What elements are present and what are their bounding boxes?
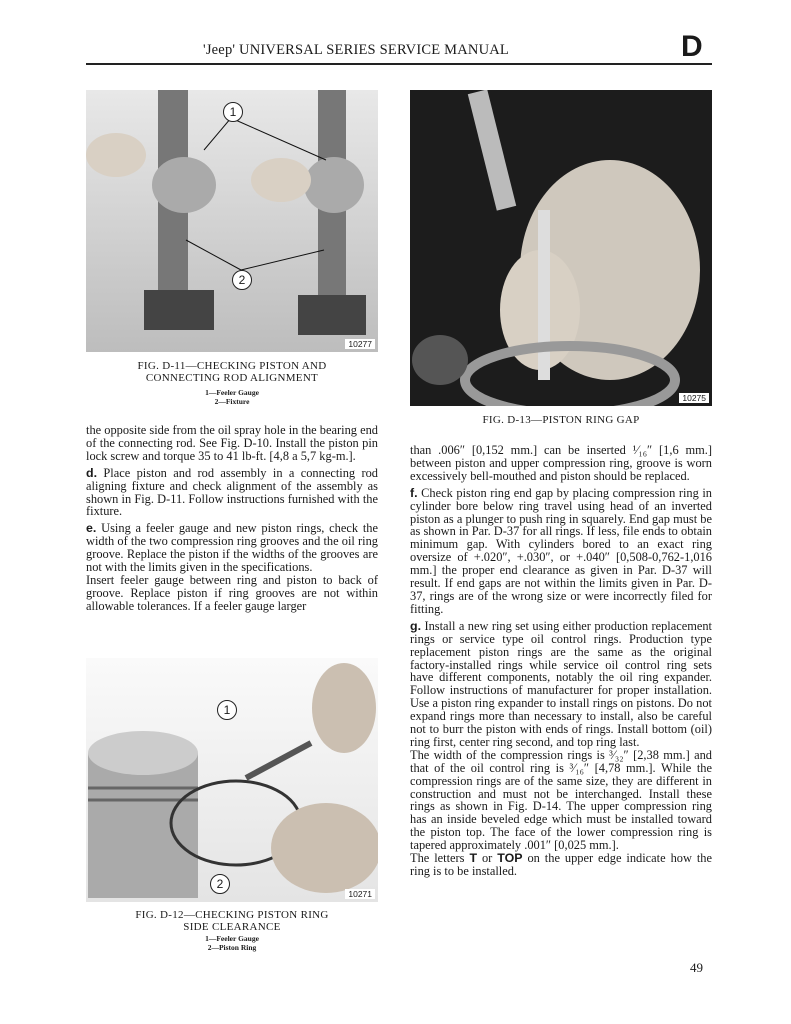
photo-d11 xyxy=(86,90,378,352)
figure-caption-d13: FIG. D-13—PISTON RING GAP xyxy=(482,414,640,426)
photo-d12 xyxy=(86,658,378,902)
caption-line: FIG. D-12—CHECKING PISTON RING xyxy=(135,909,329,921)
photo-d13 xyxy=(410,90,712,406)
header-rule xyxy=(86,63,712,65)
callout-2: 2 xyxy=(232,270,252,290)
caption-line: CONNECTING ROD ALIGNMENT xyxy=(145,372,319,384)
caption-line: FIG. D-11—CHECKING PISTON AND xyxy=(137,360,327,372)
running-header: 'Jeep' UNIVERSAL SERIES SERVICE MANUAL xyxy=(203,42,509,58)
paragraph-d xyxy=(86,467,378,519)
legend-item: 1—Feeler Gauge xyxy=(205,934,259,943)
legend-item: 1—Feeler Gauge xyxy=(205,388,259,397)
callout-1: 1 xyxy=(217,700,237,720)
photo-d11-illustration xyxy=(86,90,378,352)
paragraph: The width of the compression rings is ³⁄₃₂″ [2,38 mm.] and that of the oil control ring is ³⁄₁₆″ [4,78 mm.]. While the compression rings are of the same size, they are different in construction and must not be interchanged. Install these rings as shown in Fig. D-14. The upper compression ring has an inside beveled edge which must be installed toward the piston top. The face of the lower compression ring is tapered approximately .001″ [0,025 mm.]. xyxy=(410,747,712,853)
step-text: Install a new ring set using either production replacement rings or service type oil control rings. Production type replacement piston rings are the same as the original factory-installed rings while service oil control ring sets have different components, notably the oil ring expander. Follow instructions of manufacturer for proper installation. Use a piston ring expander to install rings on pistons. Do not expand rings more than necessary to install, also be careful not to burr the piston with ends of rings. Install bottom (oil) ring first, center ring second, and top ring last. xyxy=(410,618,712,749)
step-label: e. xyxy=(86,521,97,536)
letter-t: T xyxy=(469,851,478,866)
photo-number: 10275 xyxy=(679,393,709,403)
figure-legend-d11 xyxy=(86,389,378,406)
paragraph: Insert feeler gauge between ring and piston to back of groove. Replace piston if ring grooves are not within allowable tolerances. If a feeler gauge larger xyxy=(86,572,378,613)
text: on the upper edge indicate how the ring is to be installed. xyxy=(410,851,712,878)
step-label: d. xyxy=(86,465,98,480)
photo-d13-illustration xyxy=(410,90,712,406)
paragraph: than .006″ [0,152 mm.] can be inserted ¹⁄₁₆″ [1,6 mm.] between piston and upper compression ring, groove is worn excessively bell-mouthed and piston should be replaced. xyxy=(410,443,712,483)
photo-d12-illustration xyxy=(86,658,378,902)
section-letter: D xyxy=(681,30,703,63)
paragraph: the opposite side from the oil spray hole in the bearing end of the connecting rod. See Fig. D-10. Install the piston pin lock screw and torque 35 to 41 lb-ft. [4,8 a 5,7 kg-m.]. xyxy=(86,423,378,463)
legend-item: 2—Fixture xyxy=(214,396,250,406)
paragraph-g xyxy=(410,620,712,749)
step-text: Place piston and rod assembly in a connecting rod aligning fixture and check alignment of the assembly as shown in Fig. D-11. Follow instructions furnished with the fixture. xyxy=(86,465,378,519)
caption-line: SIDE CLEARANCE xyxy=(183,921,281,933)
photo-number: 10271 xyxy=(345,889,375,899)
figure-legend-d12 xyxy=(86,935,378,952)
callout-1: 1 xyxy=(223,102,243,122)
text: The letters xyxy=(410,851,470,866)
step-text: Check piston ring end gap by placing compression ring in cylinder bore below ring travel using head of an inverted piston as a plunger to push ring in squarely. End gap must be as shown in Par. D-37 for all rings. If less, file ends to obtain minimum gap. With cylinders bored to an exact ring oversize of +.020″, +.030″, or +.040″ [0,508-0,762-1,016 mm.] the proper end clearance as given in Par. D-37 will result. If end gaps are not within the limits given in Par. D-37, rings are of the wrong size or were incorrectly filed for fitting. xyxy=(410,485,713,616)
step-text: Using a feeler gauge and new piston rings, check the width of the two compression ring grooves and the oil ring groove. Replace the piston if the widths of the grooves are not with the limits given in the specifications. xyxy=(86,521,378,575)
left-column-text xyxy=(86,424,378,617)
photo-number: 10277 xyxy=(345,339,375,349)
figure-caption-d11 xyxy=(86,360,378,384)
figure-caption-d12 xyxy=(86,909,378,933)
callout-2: 2 xyxy=(210,874,230,894)
step-label: g. xyxy=(410,618,422,633)
right-column-text xyxy=(410,444,712,882)
page-number: 49 xyxy=(690,960,703,975)
step-label: f. xyxy=(410,485,418,500)
paragraph-f xyxy=(410,487,712,616)
text: or xyxy=(477,851,498,866)
legend-item: 2—Piston Ring xyxy=(207,942,257,952)
paragraph xyxy=(410,852,712,878)
paragraph-e xyxy=(86,522,378,574)
letters-top: TOP xyxy=(497,851,523,866)
